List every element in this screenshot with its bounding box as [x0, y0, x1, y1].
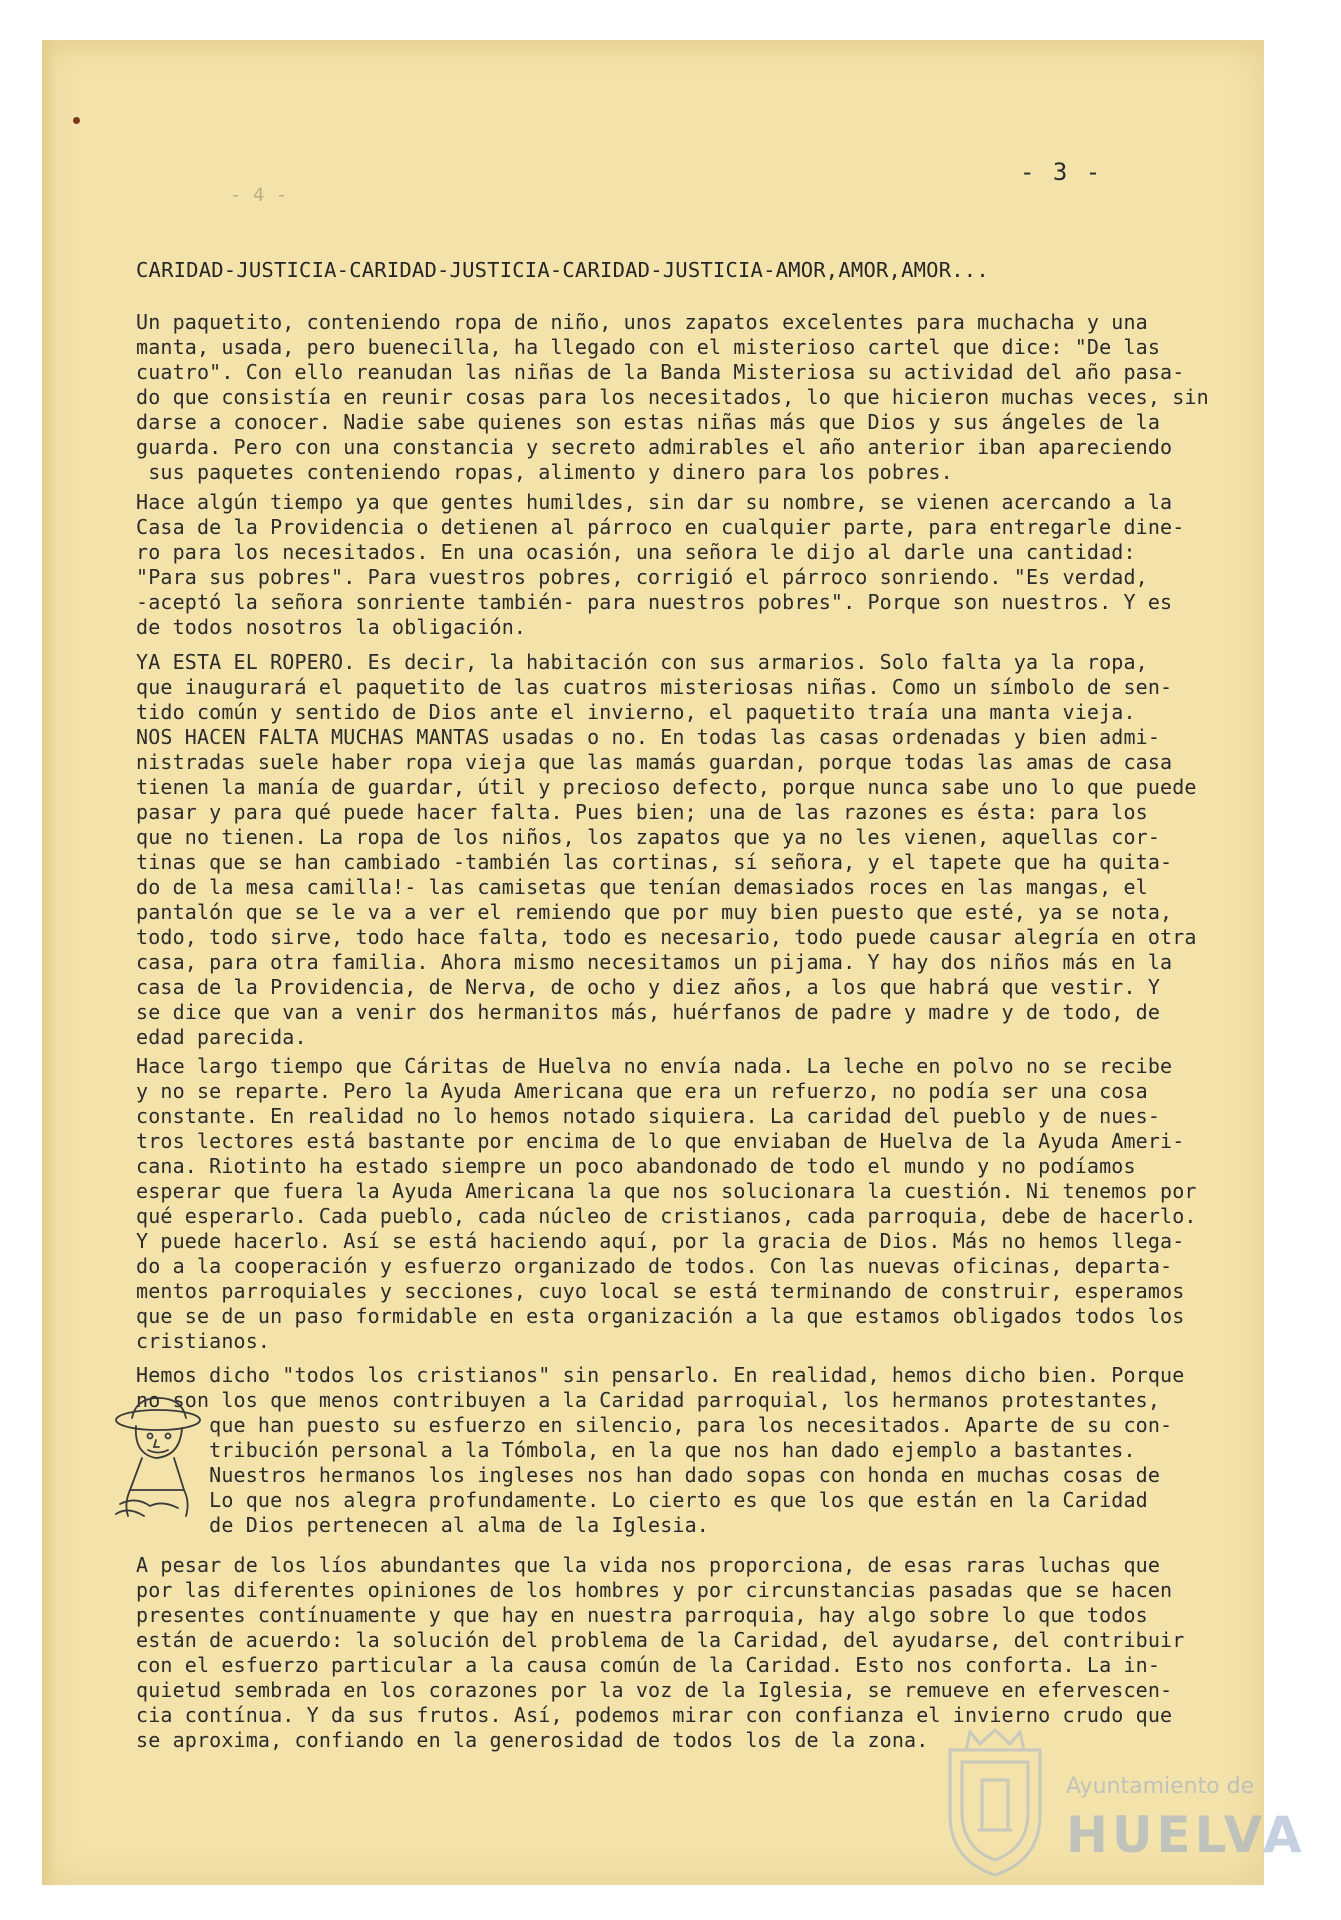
paper-edge-shadow — [42, 40, 1264, 58]
article-headline: CARIDAD-JUSTICIA-CARIDAD-JUSTICIA-CARIDAD-JUSTICIA-AMOR,AMOR,AMOR... — [136, 258, 989, 282]
paragraph-5: Hemos dicho "todos los cristianos" sin pensarlo. En realidad, hemos dicho bien. Porque no son los que menos contribuyen a la Caridad parroquial, los hermanos protestantes, que han puesto su esfuerzo en silencio, para los necesitados. Aparte de su con- tribución personal a la Tómbola, en la que nos han dado ejemplo a bastantes. Nuestros hermanos los ingleses nos han dado sopas con honda en muchas cosas de Lo que nos alegra profundamente. Lo cierto es que los que están en la Caridad de Dios pertenecen al alma de la Iglesia. — [136, 1363, 1185, 1537]
page-number: - 3 - — [1020, 158, 1103, 186]
paragraph-4: Hace largo tiempo que Cáritas de Huelva no envía nada. La leche en polvo no se recibe y no se reparte. Pero la Ayuda Americana que era un refuerzo, no podía ser una cosa constante. En realidad no lo hemos notado siquiera. La caridad del pueblo y de nues- tros lectores está bastante por encima de lo que enviaban de Huelva de la Ayuda Ameri- cana. Riotinto ha estado siempre un poco abandonado de todo el mundo y no podíamos esperar que fuera la Ayuda Americana la que nos solucionara la cuestión. Ni tenemos por qué esperarlo. Cada pueblo, cada núcleo de cristianos, cada parroquia, debe de hacerlo. Y puede hacerlo. Así se está haciendo aquí, por la gracia de Dios. Más no hemos llega- do a la cooperación y esfuerzo organizado de todos. Con las nuevas oficinas, departa- mentos parroquiales y secciones, cuyo local se está terminando de construir, esperamos que se de un paso formidable en esta organización a la que estamos obligados todos los cristianos. — [136, 1054, 1197, 1353]
watermark-caption: Ayuntamiento de — [1066, 1774, 1255, 1799]
paragraph-6: A pesar de los líos abundantes que la vida nos proporciona, de esas raras luchas que por las diferentes opiniones de los hombres y por circunstancias pasadas que se hacen presentes contínuamente y que hay en nuestra parroquia, hay algo sobre lo que todos están de acuerdo: la solución del problema de la Caridad, del ayudarse, del contribuir con el esfuerzo particular a la causa común de la Caridad. Esto nos conforta. La in- quietud sembrada en los corazones por la voz de la Iglesia, se remueve en efervescen- cia contínua. Y da sus frutos. Así, podemos mirar con confianza el invierno crudo que se aproxima, confiando en la generosidad de todos los de la zona. — [136, 1553, 1185, 1752]
paragraph-2: Hace algún tiempo ya que gentes humildes, sin dar su nombre, se vienen acercando a la Casa de la Providencia o detienen al párroco en cualquier parte, para entregarle dine- ro para los necesitados. En una ocasión, una señora le dijo al darle una cantidad: "Para sus pobres". Para vuestros pobres, corrigió el párroco sonriendo. "Es verdad, -aceptó la señora sonriente también- para nuestros pobres". Porque son nuestros. Y es de todos nosotros la obligación. — [136, 490, 1185, 639]
paper-edge-shadow-left — [42, 40, 56, 1885]
paragraph-3: YA ESTA EL ROPERO. Es decir, la habitación con sus armarios. Solo falta ya la ropa, que inaugurará el paquetito de las cuatros misteriosas niñas. Como un símbolo de sen- tido común y sentido de Dios ante el invierno, el paquetito traía una manta vieja. NOS HACEN FALTA MUCHAS MANTAS usadas o no. En todas las casas ordenadas y bien admi- nistradas suele haber ropa vieja que las mamás guardan, porque todas las amas de casa tienen la manía de guardar, útil y precioso defecto, porque nunca sabe uno lo que puede pasar y para qué puede hacer falta. Pues bien; una de las razones es ésta: para los que no tienen. La ropa de los niños, los zapatos que ya no les vienen, aquellas cor- tinas que se han cambiado -también las cortinas, sí señora, y el tapete que ha quita- do de la mesa camilla!- las camisetas que tenían demasiados roces en las mangas, el pantalón que se le va a ver el remiendo que por muy bien puesto que esté, ya se nota, todo, todo sirve, todo hace falta, todo es necesario, todo puede causar alegría en otra casa, para otra familia. Ahora mismo necesitamos un pijama. Y hay dos niños más en la casa de la Providencia, de Nerva, de ocho y diez años, a los que habrá que vestir. Y se dice que van a venir dos hermanitos más, huérfanos de padre y madre y de todo, de edad parecida. — [136, 650, 1197, 1049]
bleed-through-page-number: - 4 - — [230, 184, 288, 206]
ink-spot — [73, 117, 80, 124]
watermark-city-name: HUELVA — [1066, 1806, 1306, 1864]
paragraph-1: Un paquetito, conteniendo ropa de niño, unos zapatos excelentes para muchacha y una manta, usada, pero buenecilla, ha llegado con el misterioso cartel que dice: "De las cuatro". Con ello reanudan las niñas de la Banda Misteriosa su actividad del año pasa- do que consistía en reunir cosas para los necesitados, lo que hicieron muchas veces, sin darse a conocer. Nadie sabe quienes son estas niñas más que Dios y sus ángeles de la guarda. Pero con una constancia y secreto admirables el año anterior iban apareciendo sus paquetes conteniendo ropas, alimento y dinero para los pobres. — [136, 310, 1209, 484]
cartoon-figure-sketch-icon — [106, 1392, 216, 1522]
municipal-seal-watermark-icon — [930, 1720, 1060, 1880]
